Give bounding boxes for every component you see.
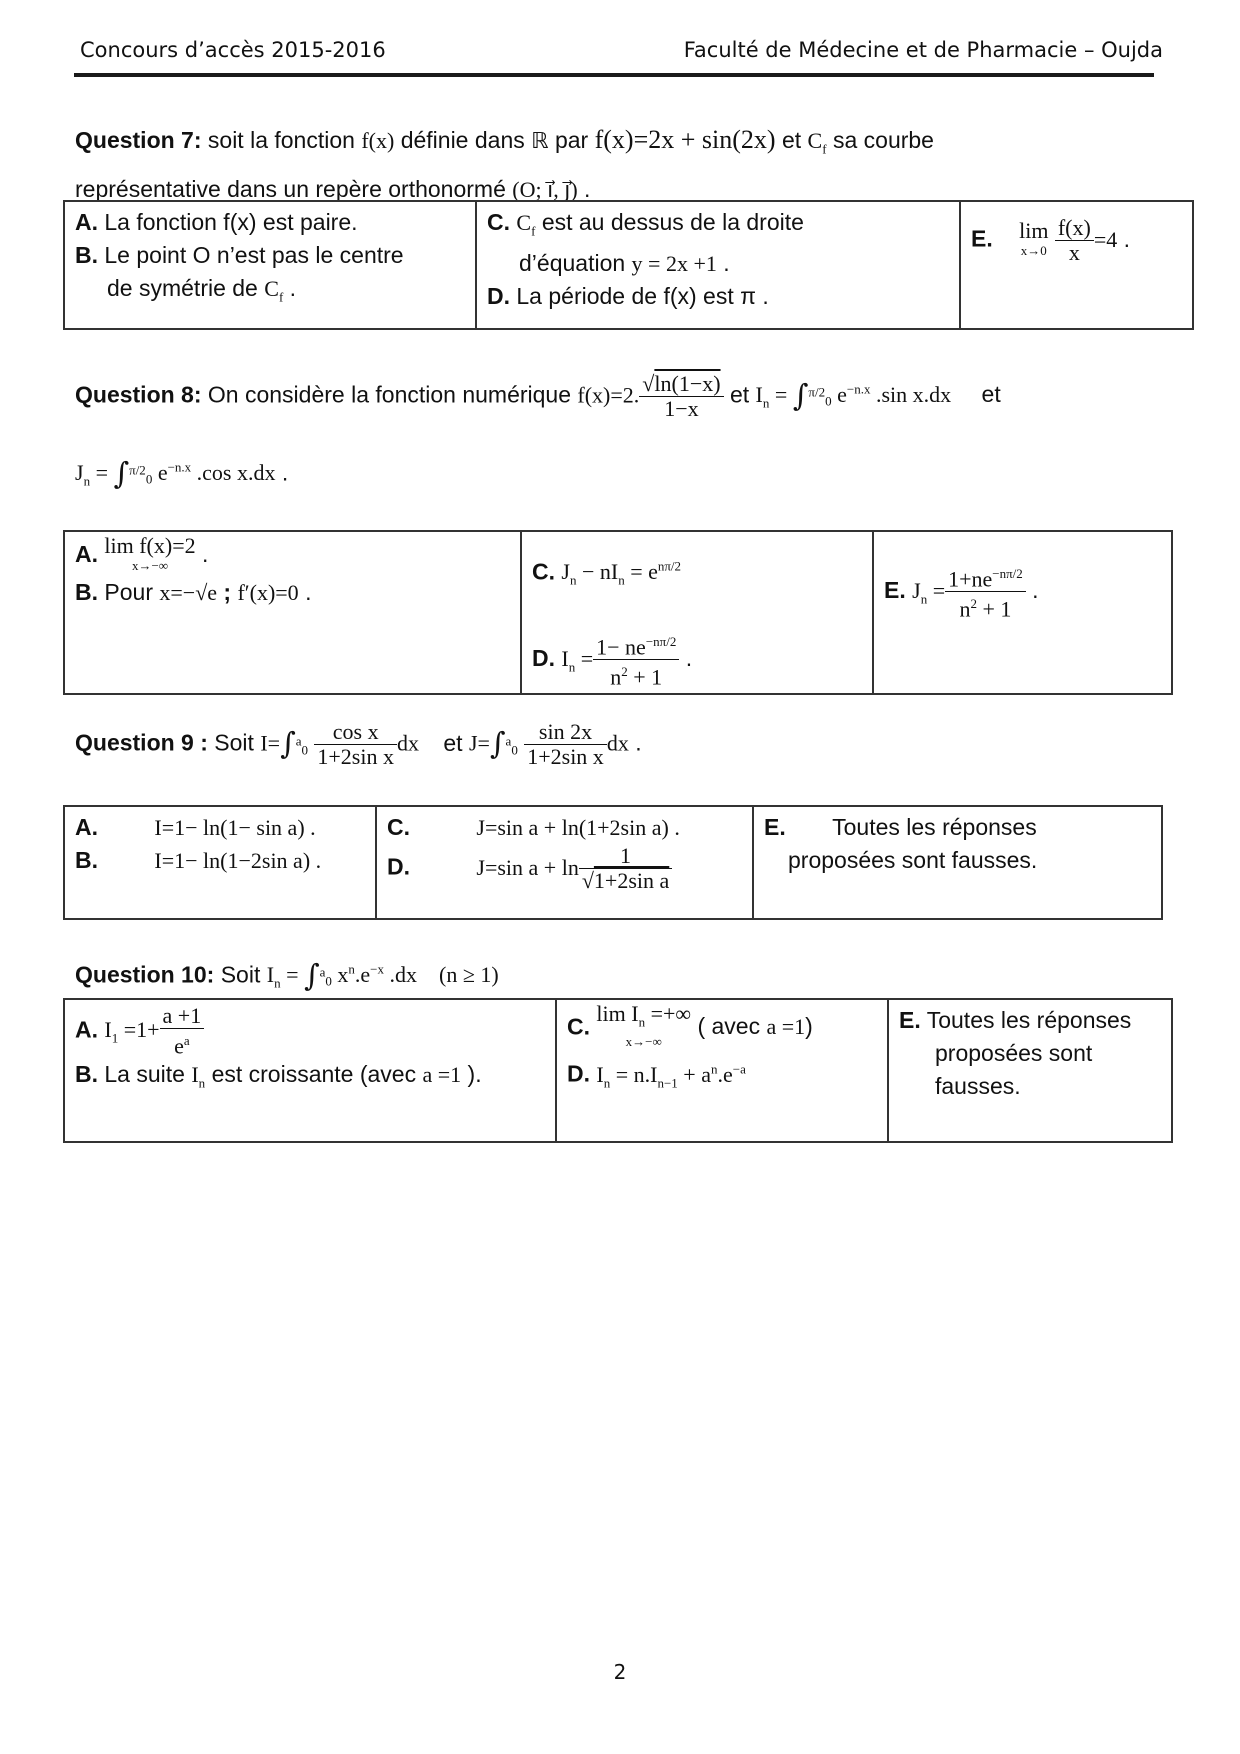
option-a[interactable]: $I_1 =1+$ $\frac{a +1}{e^a}$ <box>104 1016 204 1042</box>
option-a[interactable]: lim f(x)=2 x→−∞ . <box>104 533 209 573</box>
header-rule <box>74 73 1154 77</box>
header-left: Concours d’accès 2015-2016 <box>80 38 386 62</box>
question-10-options: A. $I_1 =1+$ $\frac{a +1}{e^a}$ B. La suite $I_n$ est croissante (avec a =1 ). C. $\lim I_n$ =+∞ x→−∞ ( avec a =1) D. $I_n = n.I_{n-1} + a^n.e^{-a}$ E. Toutes les réponses proposées sont fausses. <box>63 998 1173 1143</box>
question-9-options: A. I=1− ln(1− sin a) . B. I=1− ln(1−2sin a) . C. J=sin a + ln(1+2sin a) . D. J=sin a + ln $\frac{1}{\text{√1+2sin a}}$ E. Toutes les réponses proposées sont fausses. <box>63 805 1163 920</box>
question-label: Question 7: <box>75 127 202 153</box>
header-right: Faculté de Médecine et de Pharmacie – Oujda <box>683 38 1163 62</box>
option-e[interactable]: $J_n$ = $\frac{1+ne^{-n\pi/2}}{n^2 + 1}$ . <box>912 577 1038 603</box>
question-9: Question 9 : Soit I=∫$^a_0$ $\frac{\text{cos x}}{\text{1+2sin x}}$ dx et J=∫$^a_0$ $\frac{\sin 2x}{\text{1+2sin x}}$ dx . <box>75 719 642 769</box>
option-e[interactable]: Toutes les réponses <box>926 1007 1132 1033</box>
question-7-options: A. La fonction f(x) est paire. B. Le point O n’est pas le centre de symétrie de $C_f$ . C. $C_f$ est au dessus de la droite d’équation y = 2x +1 . D. La période de f(x) est π . E. lim x→0 $\frac{f(x)}{x}$ =4 . <box>63 200 1194 330</box>
option-d[interactable]: La période de f(x) est π . <box>516 283 769 310</box>
option-a[interactable]: I=1− ln(1− sin a) . <box>154 815 316 840</box>
option-d[interactable]: $I_n$ = $\frac{1- ne^{-n\pi/2}}{n^2 + 1}$ . <box>561 645 692 671</box>
option-c[interactable]: est au dessus de la droite <box>541 209 804 235</box>
option-b[interactable]: Pour x=−√e ; f′(x)=0 . <box>104 579 312 605</box>
option-c[interactable]: $J_n - nI_n = e^{n\pi/2}$ <box>561 559 682 588</box>
question-label: Question 10: <box>75 961 215 988</box>
option-e[interactable]: lim x→0 $\frac{f(x)}{x}$ =4 . <box>1019 215 1131 265</box>
option-c[interactable]: J=sin a + ln(1+2sin a) . <box>476 815 680 840</box>
page-number: 2 <box>613 1660 627 1684</box>
question-8: Question 8: On considère la fonction numérique f(x)=2. $\frac{√\ln(1-x)}{1-x}$ et $I_n = \int^{\pi/2}_0$ $e^{-n.x}$ .sin x.dx et <box>75 370 1001 421</box>
option-b[interactable]: La suite $I_n$ est croissante (avec a =1 ). <box>104 1061 482 1091</box>
option-b[interactable]: I=1− ln(1−2sin a) . <box>154 848 322 873</box>
question-label: Question 8: <box>75 381 202 408</box>
question-7: Question 7: soit la fonction f(x) définie dans ℝ par f(x)=2x + sin(2x) et $C_f$ sa courbe représentative dans un repère orthonormé (O; i⃗, j⃗) . <box>75 125 934 203</box>
question-8-options: A. lim f(x)=2 x→−∞ . B. Pour x=−√e ; f′(x)=0 . C. $J_n - nI_n = e^{n\pi/2}$ D. $I_n$ = $\frac{1- ne^{-n\pi/2}}{n^2 + 1}$ . E. $J_n$ = $\frac{1+ne^{-n\pi/2}}{n^2 + 1}$ . <box>63 530 1173 695</box>
option-e[interactable]: Toutes les réponses <box>832 814 1037 840</box>
option-a[interactable]: La fonction f(x) est paire. <box>104 209 358 235</box>
question-label: Question 9 : <box>75 729 208 756</box>
option-d[interactable]: J=sin a + ln $\frac{1}{\text{√1+2sin a}}$ <box>476 854 672 880</box>
question-10: Question 10: Soit $I_n = \int^a_0$ $x^n.e^{-x}$ .dx (n ≥ 1) <box>75 958 499 994</box>
option-d[interactable]: $I_n = n.I_{n-1} + a^n.e^{-a}$ <box>596 1061 746 1091</box>
option-c[interactable]: $\lim I_n$ =+∞ x→−∞ ( avec a =1) <box>596 1001 813 1050</box>
question-8-jn: $J_n = \int^{\pi/2}_0$ $e^{-n.x}$ .cos x.dx . <box>75 456 289 492</box>
option-b[interactable]: Le point O n’est pas le centre <box>104 242 404 268</box>
